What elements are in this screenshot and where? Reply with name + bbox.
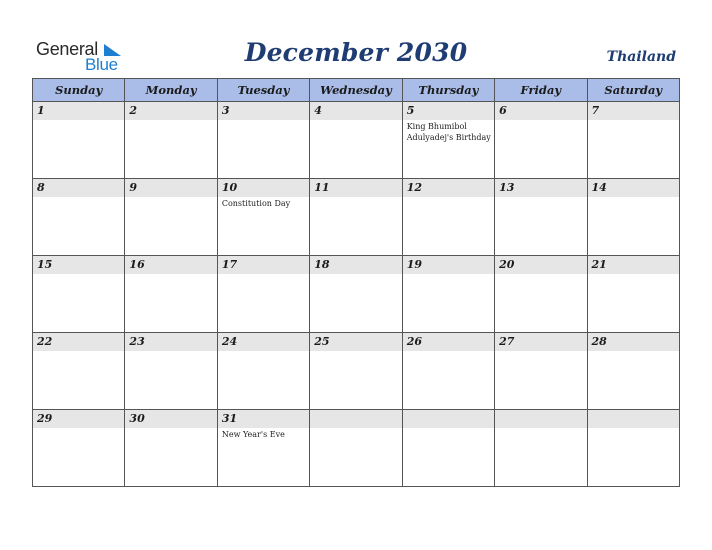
calendar-day-cell [217,410,309,487]
day-number: 14 [591,181,607,194]
day-number: 5 [406,104,415,117]
holiday-label [33,274,124,275]
holiday-label [403,274,494,275]
day-number-strip [310,333,401,351]
day-number: 16 [129,258,145,271]
holiday-label [588,351,679,352]
day-number: 19 [406,258,422,271]
day-number-strip [33,102,124,120]
holiday-label [310,197,401,198]
day-number: 17 [221,258,238,271]
day-number: 11 [314,181,330,194]
calendar-day-cell [310,179,402,256]
calendar-day-cell [125,102,217,179]
calendar-day-cell [125,256,217,333]
day-number-strip [310,102,401,120]
holiday-label [218,351,309,352]
day-number: 1 [37,104,45,117]
day-number-strip [125,256,216,274]
day-number-strip [588,410,679,428]
day-number-strip [218,102,309,120]
holiday-label [495,197,586,198]
brand-logo [36,39,128,73]
holiday-label [310,351,401,352]
day-number-strip [125,102,216,120]
holiday-label [403,197,494,198]
calendar-day-cell [217,333,309,410]
day-number-strip [588,102,679,120]
day-number-strip [125,333,216,351]
weekday-sunday: Sunday [33,79,125,102]
country-label: Thailand [606,49,676,65]
day-number: 8 [37,181,45,194]
holiday-label [310,428,401,429]
calendar-day-cell [402,179,494,256]
holiday-label [495,351,586,352]
calendar-grid [32,78,680,487]
day-number: 25 [314,335,330,348]
holiday-label [125,197,216,198]
calendar-day-cell [495,410,587,487]
calendar-day-cell [402,256,494,333]
day-number-strip [218,333,309,351]
holiday-label [403,351,494,352]
day-number: 26 [406,335,422,348]
calendar-day-cell [587,102,679,179]
day-number: 30 [129,412,145,425]
calendar-day-cell [125,333,217,410]
calendar-day-cell [587,333,679,410]
holiday-label [403,428,494,429]
calendar-week-row [33,256,680,333]
day-number-strip [310,179,401,197]
holiday-label [33,120,124,121]
day-number: 20 [499,258,515,271]
weekday-wednesday: Wednesday [310,79,402,102]
calendar-day-cell [217,102,309,179]
calendar-day-cell [310,333,402,410]
day-number: 12 [406,181,422,194]
calendar-week-row [33,179,680,256]
weekday-thursday: Thursday [402,79,494,102]
day-number: 28 [591,335,607,348]
day-number-strip [495,410,586,428]
calendar-day-cell [125,179,217,256]
holiday-label [33,351,124,352]
day-number-strip [33,179,124,197]
day-number-strip [33,256,124,274]
calendar-day-cell [587,256,679,333]
page-title: December 2030 [244,38,468,67]
holiday-label [125,274,216,275]
holiday-label: King Bhumibol Adulyadej's Birthday [406,122,491,142]
calendar-week-row [33,102,680,179]
calendar-day-cell [310,102,402,179]
day-number-strip [310,410,401,428]
day-number-strip [403,102,494,120]
day-number-strip [588,333,679,351]
day-number: 7 [591,104,600,117]
calendar-day-cell [402,102,494,179]
holiday-label: New Year's Eve [221,430,285,439]
day-number-strip [495,179,586,197]
day-number: 13 [499,181,515,194]
day-number-strip [33,410,124,428]
day-number-strip [125,179,216,197]
day-number-strip [33,333,124,351]
calendar-day-cell [217,256,309,333]
calendar-week-row [33,333,680,410]
calendar-day-cell [587,179,679,256]
calendar-day-cell [495,179,587,256]
calendar-day-cell [125,410,217,487]
day-number-strip [310,256,401,274]
calendar-day-cell [33,410,125,487]
calendar-day-cell [495,102,587,179]
calendar-day-cell [402,333,494,410]
day-number-strip [218,410,309,428]
day-number-strip [218,179,309,197]
day-number: 2 [129,104,138,117]
day-number: 29 [37,412,53,425]
calendar-day-cell [33,256,125,333]
holiday-label [588,197,679,198]
calendar-day-cell [310,410,402,487]
weekday-monday: Monday [125,79,217,102]
holiday-label [125,351,216,352]
holiday-label [588,120,679,121]
calendar-day-cell [33,179,125,256]
day-number: 3 [221,104,230,117]
holiday-label: Constitution Day [221,199,291,208]
weekday-tuesday: Tuesday [217,79,309,102]
day-number-strip [588,179,679,197]
calendar-week-row [33,410,680,487]
weekday-friday: Friday [495,79,587,102]
holiday-label [588,274,679,275]
day-number: 22 [37,335,53,348]
calendar-day-cell [495,333,587,410]
calendar-day-cell [33,333,125,410]
day-number-strip [403,256,494,274]
calendar-day-cell [33,102,125,179]
day-number-strip [218,256,309,274]
logo-text-blue: Blue [85,55,118,74]
holiday-label [310,274,401,275]
day-number-strip [588,256,679,274]
logo-text-general: General [36,39,98,59]
day-number: 4 [314,104,322,117]
day-number-strip [495,333,586,351]
day-number-strip [495,102,586,120]
day-number-strip [495,256,586,274]
day-number: 23 [129,335,145,348]
holiday-label [495,120,586,121]
day-number: 6 [499,104,507,117]
calendar-day-cell [402,410,494,487]
calendar-day-cell [217,179,309,256]
day-number: 9 [129,181,138,194]
day-number: 21 [591,258,607,271]
day-number: 24 [221,335,238,348]
holiday-label [495,274,586,275]
day-number-strip [125,410,216,428]
holiday-label [125,428,216,429]
holiday-label [33,197,124,198]
holiday-label [218,274,309,275]
holiday-label [310,120,401,121]
calendar-day-cell [587,410,679,487]
holiday-label [125,120,216,121]
holiday-label [495,428,586,429]
day-number-strip [403,333,494,351]
day-number: 10 [221,181,238,194]
day-number: 27 [499,335,515,348]
holiday-label [33,428,124,429]
day-number: 31 [221,412,238,425]
holiday-label [218,120,309,121]
weekday-header-row [33,79,680,102]
weekday-saturday: Saturday [587,79,679,102]
day-number-strip [403,179,494,197]
day-number: 18 [314,258,330,271]
holiday-label [588,428,679,429]
calendar-day-cell [310,256,402,333]
day-number-strip [403,410,494,428]
day-number: 15 [37,258,53,271]
calendar-day-cell [495,256,587,333]
